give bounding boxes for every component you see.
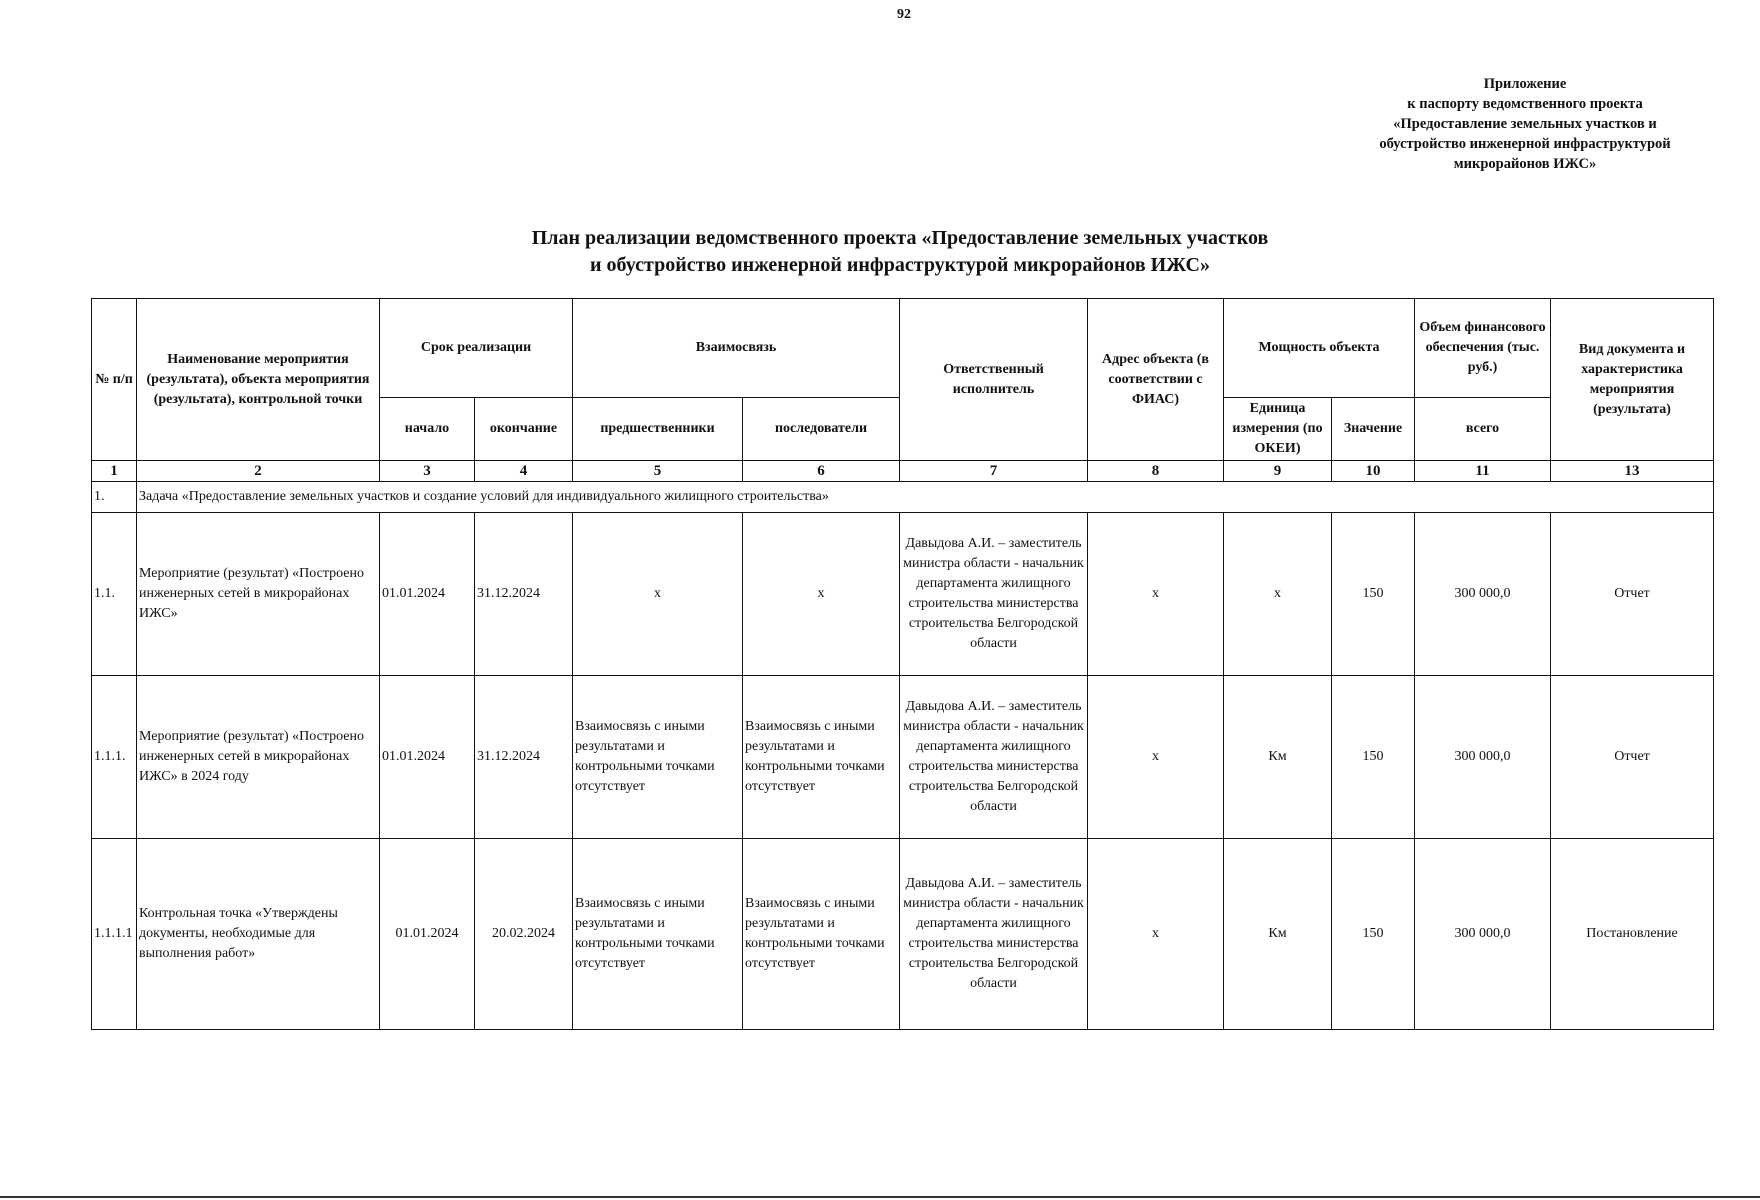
row-predecessors: Взаимосвязь с иными результатами и контрольными точками отсутствует — [573, 676, 743, 839]
header-unit: Единица измерения (по ОКЕИ) — [1224, 398, 1332, 461]
row-unit: Км — [1224, 676, 1332, 839]
column-number: 2 — [137, 461, 380, 482]
row-value: 150 — [1332, 513, 1415, 676]
row-successors: Взаимосвязь с иными результатами и контрольными точками отсутствует — [743, 839, 900, 1030]
row-total: 300 000,0 — [1415, 676, 1551, 839]
row-doc-type: Отчет — [1551, 676, 1714, 839]
header-predecessors: предшественники — [573, 398, 743, 461]
header-num: № п/п — [92, 299, 137, 461]
appendix-line: обустройство инженерной инфраструктурой — [1379, 136, 1671, 152]
row-predecessors: Взаимосвязь с иными результатами и контрольными точками отсутствует — [573, 839, 743, 1030]
appendix-line: Приложение — [1483, 76, 1567, 92]
title-line-1: План реализации ведомственного проекта «Предоставление земельных участков — [531, 227, 1269, 249]
row-value: 150 — [1332, 839, 1415, 1030]
row-name: Мероприятие (результат) «Построено инженерных сетей в микрорайонах ИЖС» в 2024 году — [137, 676, 380, 839]
document-title — [430, 225, 1370, 279]
row-unit: Км — [1224, 839, 1332, 1030]
header-value: Значение — [1332, 398, 1415, 461]
appendix-line: «Предоставление земельных участков и — [1393, 116, 1657, 132]
row-name: Контрольная точка «Утверждены документы, необходимые для выполнения работ» — [137, 839, 380, 1030]
header-period: Срок реализации — [380, 299, 573, 398]
header-total: всего — [1415, 398, 1551, 461]
header-end: окончание — [475, 398, 573, 461]
row-address: x — [1088, 839, 1224, 1030]
column-number: 5 — [573, 461, 743, 482]
header-capacity: Мощность объекта — [1224, 299, 1415, 398]
header-address: Адрес объекта (в соответствии с ФИАС) — [1088, 299, 1224, 461]
column-number: 3 — [380, 461, 475, 482]
column-number: 1 — [92, 461, 137, 482]
column-number: 6 — [743, 461, 900, 482]
page-bottom-rule — [0, 1196, 1760, 1198]
row-start: 01.01.2024 — [380, 676, 475, 839]
row-start: 01.01.2024 — [380, 839, 475, 1030]
appendix-line: микрорайонов ИЖС» — [1453, 156, 1597, 172]
row-start: 01.01.2024 — [380, 513, 475, 676]
header-link: Взаимосвязь — [573, 299, 900, 398]
row-address: x — [1088, 513, 1224, 676]
row-address: x — [1088, 676, 1224, 839]
row-responsible: Давыдова А.И. – заместитель министра области - начальник департамента жилищного строительства министерства строительства Белгородской области — [900, 839, 1088, 1030]
row-end: 31.12.2024 — [475, 676, 573, 839]
row-successors: Взаимосвязь с иными результатами и контрольными точками отсутствует — [743, 676, 900, 839]
row-doc-type: Постановление — [1551, 839, 1714, 1030]
row-name: Мероприятие (результат) «Построено инженерных сетей в микрорайонах ИЖС» — [137, 513, 380, 676]
header-name: Наименование мероприятия (результата), объекта мероприятия (результата), контрольной точки — [137, 299, 380, 461]
header-finance: Объем финансового обеспечения (тыс. руб.) — [1415, 299, 1551, 398]
column-number: 9 — [1224, 461, 1332, 482]
column-number: 4 — [475, 461, 573, 482]
appendix-line: к паспорту ведомственного проекта — [1407, 96, 1643, 112]
row-doc-type: Отчет — [1551, 513, 1714, 676]
column-number: 7 — [900, 461, 1088, 482]
header-responsible: Ответственный исполнитель — [900, 299, 1088, 461]
row-responsible: Давыдова А.И. – заместитель министра области - начальник департамента жилищного строительства министерства строительства Белгородской области — [900, 676, 1088, 839]
row-responsible: Давыдова А.И. – заместитель министра области - начальник департамента жилищного строительства министерства строительства Белгородской области — [900, 513, 1088, 676]
page-number: 92 — [897, 7, 911, 22]
row-num: 1.1.1.1 — [92, 839, 137, 1030]
table-row — [92, 839, 1714, 1030]
row-unit: x — [1224, 513, 1332, 676]
title-line-2: и обустройство инженерной инфраструктурой микрорайонов ИЖС» — [590, 254, 1210, 276]
header-doc-type: Вид документа и характеристика мероприятия (результата) — [1551, 299, 1714, 461]
task-text: Задача «Предоставление земельных участков и создание условий для индивидуального жилищного строительства» — [137, 482, 1714, 513]
header-successors: последователи — [743, 398, 900, 461]
row-end: 20.02.2024 — [475, 839, 573, 1030]
task-num: 1. — [92, 482, 137, 513]
row-predecessors: x — [573, 513, 743, 676]
column-number: 11 — [1415, 461, 1551, 482]
column-number: 8 — [1088, 461, 1224, 482]
header-start: начало — [380, 398, 475, 461]
implementation-plan-table — [91, 298, 1714, 1030]
row-total: 300 000,0 — [1415, 839, 1551, 1030]
table-row — [92, 676, 1714, 839]
row-end: 31.12.2024 — [475, 513, 573, 676]
appendix-note — [1340, 74, 1710, 174]
row-total: 300 000,0 — [1415, 513, 1551, 676]
row-num: 1.1.1. — [92, 676, 137, 839]
row-num: 1.1. — [92, 513, 137, 676]
row-value: 150 — [1332, 676, 1415, 839]
column-number: 10 — [1332, 461, 1415, 482]
row-successors: x — [743, 513, 900, 676]
table-row — [92, 513, 1714, 676]
task-row — [92, 482, 1714, 513]
column-number: 13 — [1551, 461, 1714, 482]
